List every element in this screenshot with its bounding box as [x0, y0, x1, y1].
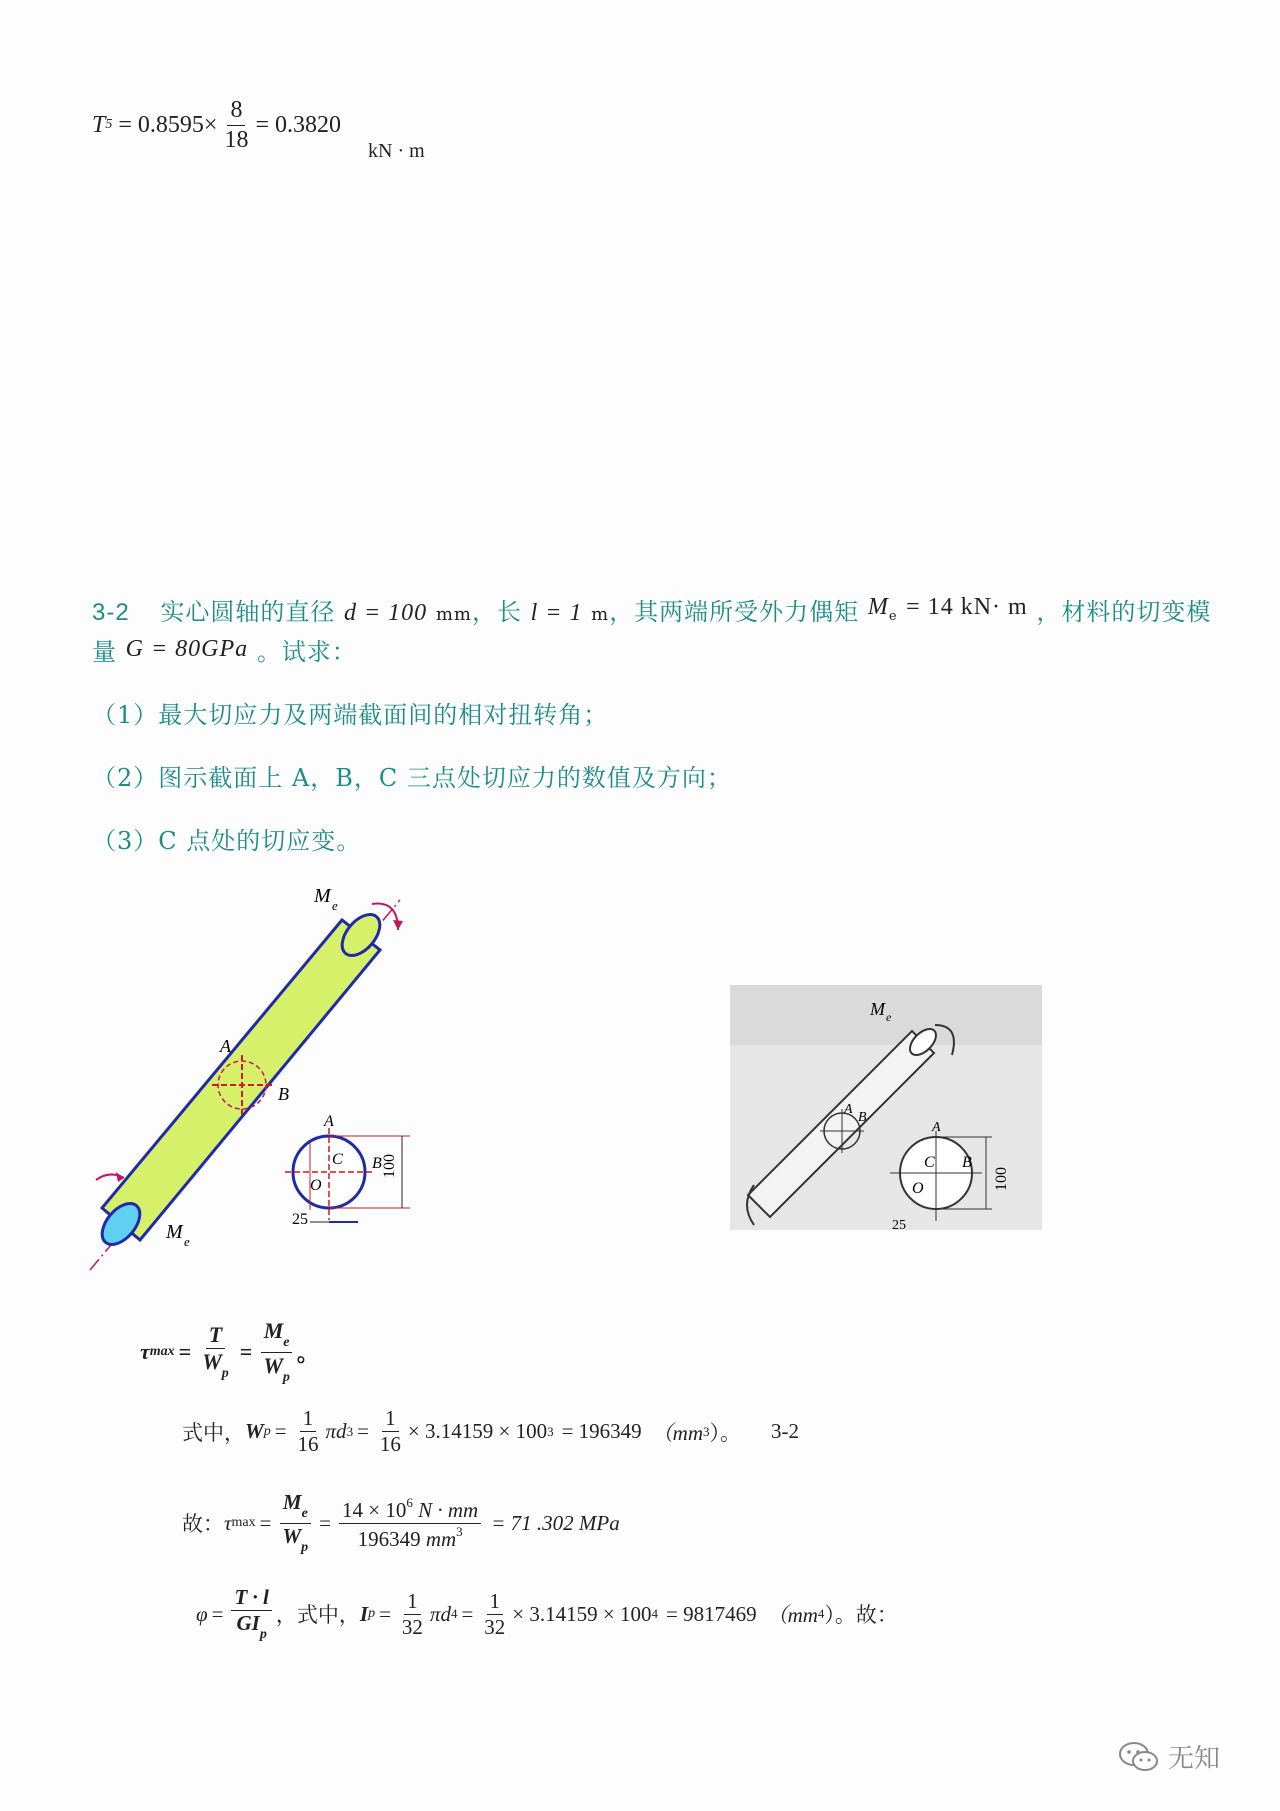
problem-line-1: 3-2 实心圆轴的直径 d = 100 mm，长 l = 1 m，其两端所受外力偶矩 Me = 14 kN· m ，材料的切变模 — [92, 594, 1212, 626]
watermark-text: 无知 — [1168, 1744, 1221, 1774]
formula-unit: kN · m — [368, 140, 425, 162]
svg-text:A: A — [932, 1120, 941, 1135]
section-c-label: C — [332, 1151, 343, 1168]
shaft-figure-right — [730, 985, 1042, 1230]
problem-line-2: 量 G = 80GPa 。试求： — [92, 636, 357, 666]
solution-tau-max: τ max = $\frac{T}{W_p}$ = $\frac{M_e}{W_p}$ 。 — [140, 1318, 319, 1385]
svg-text:100: 100 — [993, 1167, 1010, 1191]
fraction: $\frac{8}{18}$ — [224, 97, 249, 153]
problem-number: 3-2 — [92, 599, 130, 626]
dim-25-label: 25 — [292, 1211, 308, 1228]
svg-text:e: e — [886, 1010, 892, 1024]
svg-text:e: e — [184, 1234, 190, 1249]
svg-text:e: e — [332, 898, 338, 913]
me-label-bottom: M — [166, 1221, 183, 1243]
svg-text:A: A — [844, 1102, 853, 1117]
dim-100-label: 100 — [381, 1154, 398, 1178]
formula-lhs: T — [92, 111, 106, 138]
shaft-figure-left — [80, 880, 460, 1280]
section-b-label: B — [372, 1155, 382, 1172]
me-label-top: M — [314, 885, 331, 907]
solution-tau-result: 故： τ max = $\frac{M_e}{W_p}$ = $\frac{14 \times 10^6 N \cdot mm}{196349 mm^3}$ = 71 .302 MPa — [182, 1490, 620, 1555]
solution-phi: φ = $\frac{T \cdot l}{GI_p}$ ，式中， I p = $\frac{1}{32}$ πd 4 = $\frac{1}{32}$ × 3.14159 × 100 4 = 9817469 （mm 4 ）。故： — [196, 1585, 898, 1643]
question-2: （2）图示截面上 A，B，C 三点处切应力的数值及方向； — [92, 764, 732, 792]
point-b-label: B — [278, 1084, 289, 1104]
right-me-label: M — [870, 999, 885, 1019]
svg-text:25: 25 — [892, 1218, 906, 1230]
section-o-label: O — [310, 1177, 322, 1194]
solution-wp: 式中， W p = $\frac{1}{16}$ πd 3 = $\frac{1}{16}$ × 3.14159 × 100 3 = 196349 （mm 3 ）。 3-2 — [182, 1406, 800, 1457]
svg-text:B: B — [858, 1110, 867, 1125]
top-formula: T 5 = 0.8595× $\frac{8}{18}$ = 0.3820 — [92, 97, 341, 153]
question-3: （3）C 点处的切应变。 — [92, 827, 362, 855]
watermark — [1118, 1738, 1220, 1775]
svg-text:C: C — [924, 1154, 935, 1171]
point-a-label: A — [220, 1036, 231, 1056]
section-a-label: A — [324, 1113, 334, 1130]
question-1: （1）最大切应力及两端截面间的相对扭转角； — [92, 701, 609, 729]
svg-text:B: B — [962, 1154, 972, 1171]
svg-text:O: O — [912, 1180, 924, 1197]
equation-tag: 3-2 — [771, 1419, 800, 1444]
wechat-icon — [1118, 1740, 1160, 1774]
